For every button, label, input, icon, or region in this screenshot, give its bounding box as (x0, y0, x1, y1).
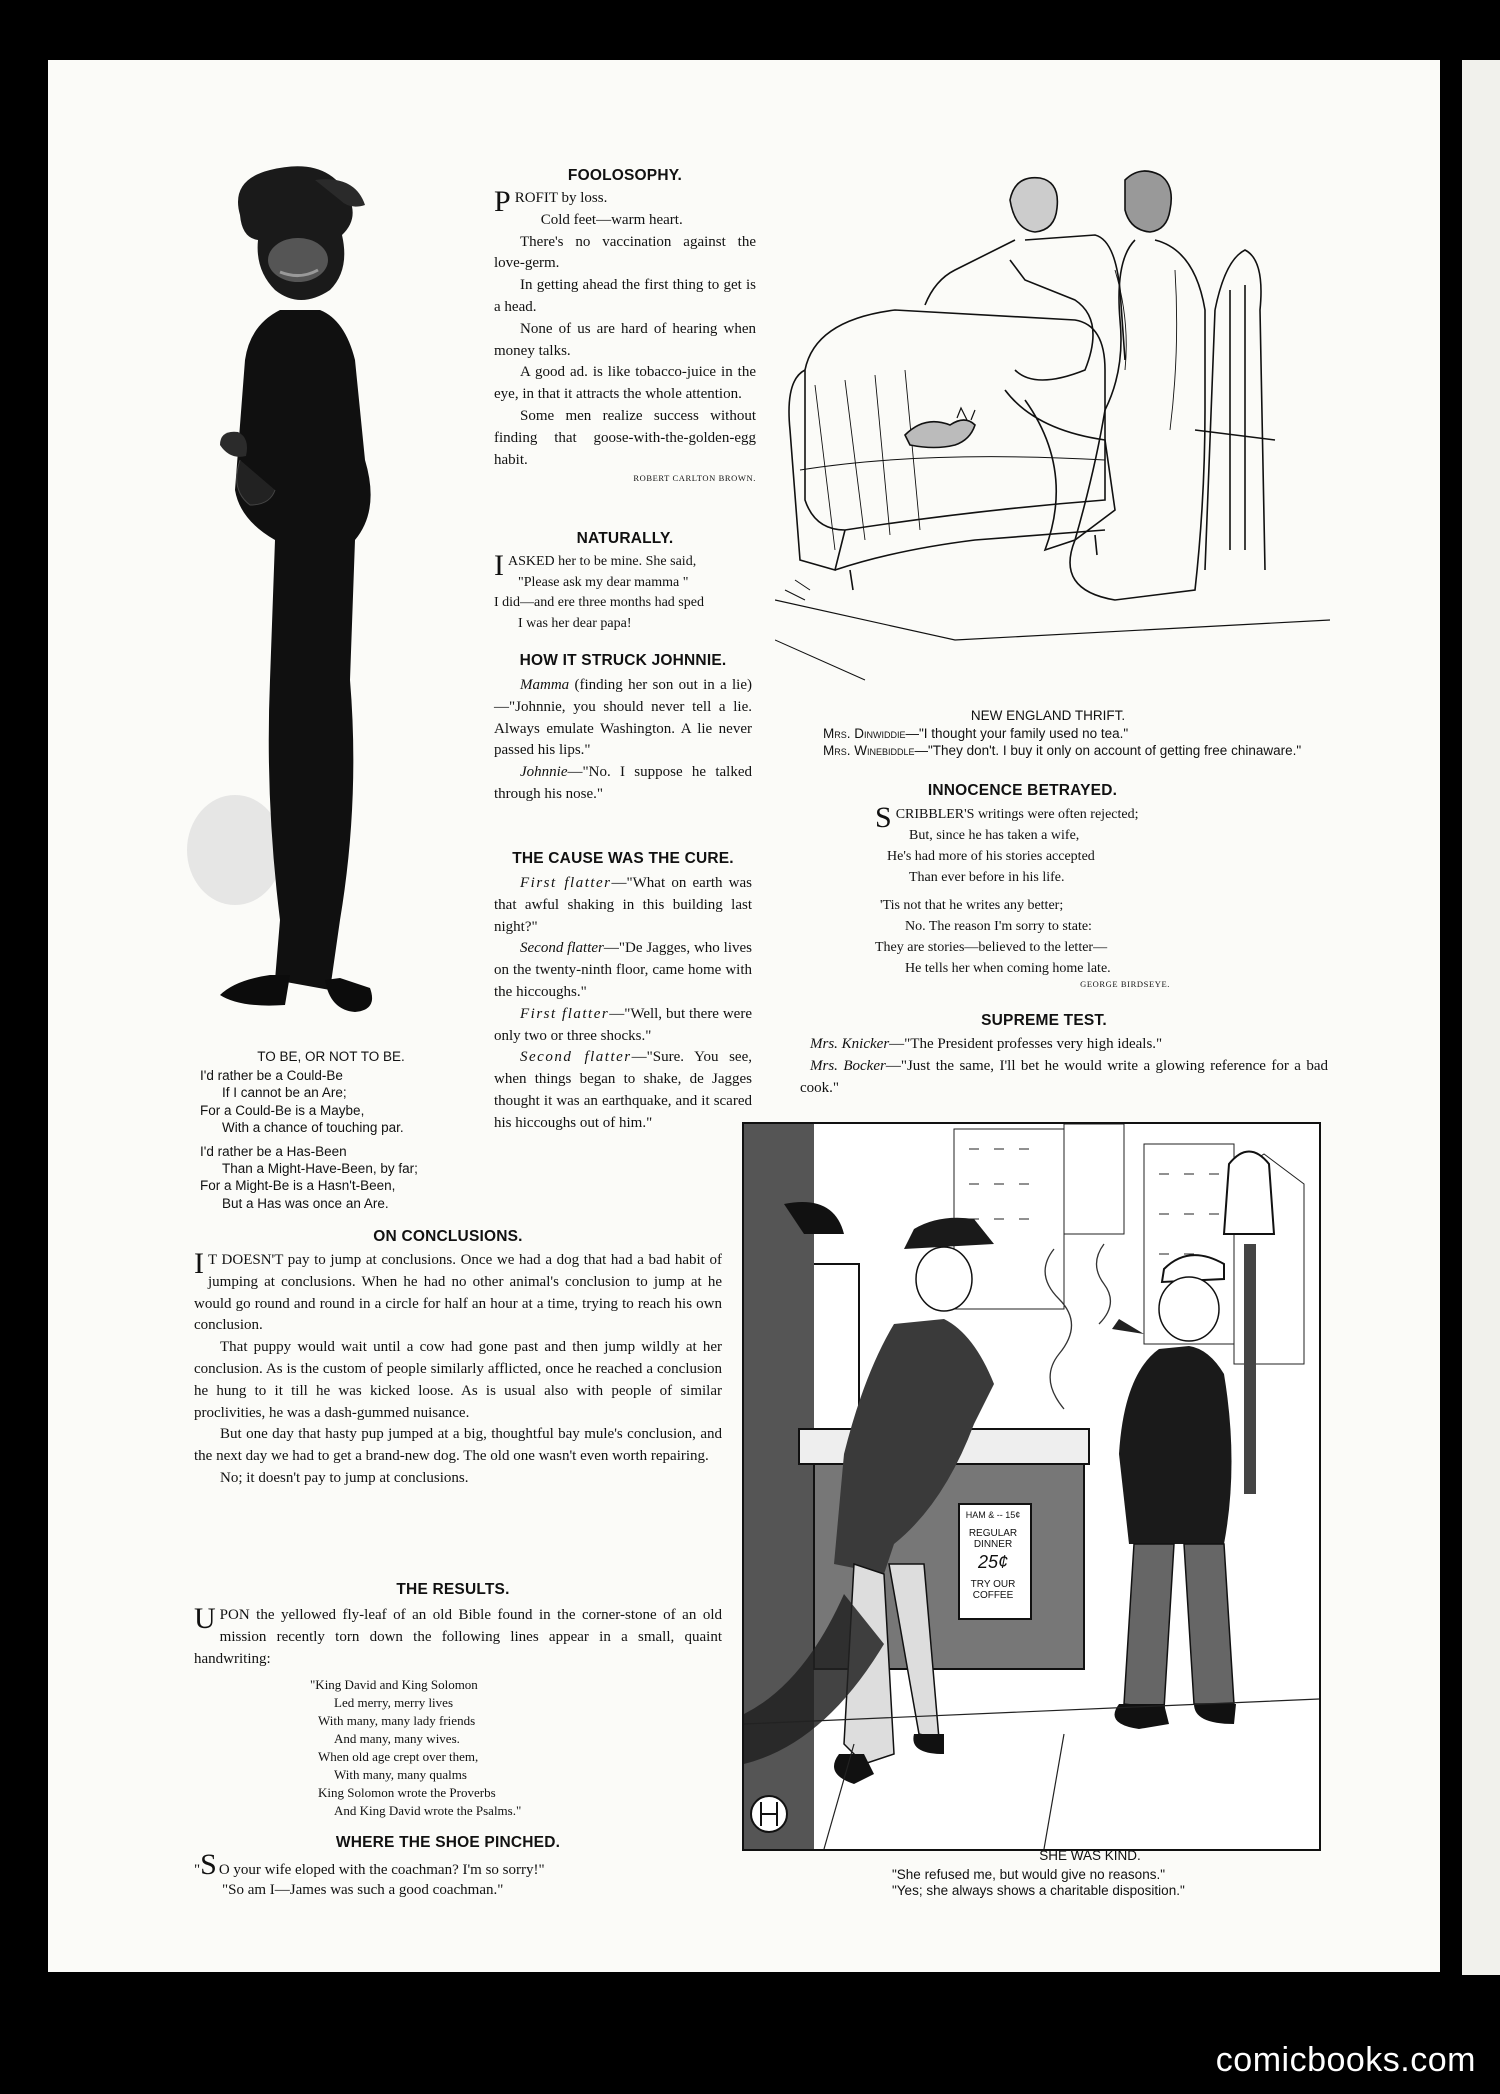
foolosophy-paragraph-1: Cold feet—warm heart. (540, 211, 683, 228)
new-england-thrift-illustration (775, 170, 1330, 700)
foolosophy-title: FOOLOSOPHY. (567, 167, 683, 184)
next-page-edge (1462, 60, 1500, 1975)
naturally-section (494, 530, 756, 634)
conclusions-paragraph-4: No; it doesn't pay to jump at conclusions. (220, 1469, 469, 1486)
cause-paragraph-2: —"De Jagges, who lives on the twenty-ninth floor, came home with the hiccoughs." (494, 940, 752, 1000)
innocence-title: INNOCENCE BETRAYED. (927, 782, 1118, 799)
innocence-line-2: But, since he has taken a wife, (909, 828, 1080, 843)
innocence-signature: GEORGE BIRDSEYE. (1080, 979, 1170, 989)
to-be-line-4: With a chance of touching par. (222, 1119, 404, 1135)
conclusions-section (194, 1228, 722, 1490)
conclusions-title: ON CONCLUSIONS. (373, 1228, 523, 1245)
sign-line-2: REGULAR (968, 1528, 1018, 1539)
naturally-line-3: I did—and ere three months had sped (494, 595, 704, 610)
figure-to-be-illustration (180, 160, 470, 1040)
results-section (194, 1581, 722, 1820)
supreme-title: SUPREME TEST. (981, 1012, 1107, 1029)
cause-speaker-4: Second flatter (520, 1049, 632, 1066)
thrift-speaker-1: Mrs. Dinwiddie (823, 725, 906, 741)
foolosophy-paragraph-5: A good ad. is like tobacco-juice in the eye, in that it attracts the whole attention. (494, 364, 756, 403)
innocence-line-3: He's had more of his stories accepted (887, 849, 1095, 864)
foolosophy-signature: ROBERT CARLTON BROWN. (633, 473, 756, 484)
to-be-title: TO BE, OR NOT TO BE. (257, 1049, 405, 1064)
thrift-speaker-2: Mrs. Winebiddle (823, 743, 915, 758)
to-be-caption (200, 1048, 462, 1212)
results-verse-1: "King David and King Solomon (310, 1677, 478, 1693)
cause-speaker-2: Second flatter (520, 940, 604, 957)
conclusions-dropcap: I (194, 1247, 204, 1280)
supreme-line-1: —"The President professes very high ideals." (889, 1036, 1163, 1052)
kind-title: SHE WAS KIND. (1039, 1848, 1141, 1863)
cause-speaker-3: First flatter (520, 1005, 610, 1022)
supreme-line-2: —"Just the same, I'll bet he would write a glowing reference for a bad cook." (800, 1057, 1328, 1096)
cause-paragraph-3: —"Well, but there were only two or three shocks." (494, 1005, 752, 1044)
foolosophy-paragraph-4: None of us are hard of hearing when money talks. (494, 320, 756, 359)
results-dropcap: U (194, 1602, 216, 1635)
johnnie-speaker-johnnie: Johnnie (520, 764, 568, 781)
cause-paragraph-1: —"What on earth was that awful shaking in this building last night?" (494, 875, 752, 935)
thrift-line-2: —"They don't. I buy it only on account of getting free chinaware." (914, 743, 1302, 758)
shoe-line-1: O your wife eloped with the coachman? I'm so sorry!" (218, 1862, 545, 1878)
new-england-thrift-caption (823, 707, 1333, 760)
results-verse-6: With many, many qualms (334, 1767, 467, 1783)
innocence-line-6: No. The reason I'm sorry to state: (905, 919, 1092, 934)
she-was-kind-caption (880, 1848, 1300, 1900)
results-verse-4: And many, many wives. (334, 1731, 460, 1747)
johnnie-speaker-mamma: Mamma (520, 677, 570, 693)
supreme-speaker-2: Mrs. Bocker (810, 1057, 886, 1074)
to-be-line-3: For a Could-Be is a Maybe, (200, 1102, 365, 1118)
sign-line-6: COFFEE (972, 1590, 1014, 1601)
she-was-kind-illustration (742, 1122, 1321, 1851)
thrift-line-1: —"I thought your family used no tea." (905, 725, 1129, 741)
to-be-line-5: I'd rather be a Has-Been (200, 1144, 347, 1160)
sign-line-3: DINNER (973, 1539, 1013, 1550)
foolosophy-section (494, 167, 756, 483)
supreme-section (800, 1012, 1328, 1099)
thrift-title: NEW ENGLAND THRIFT. (970, 708, 1126, 723)
conclusions-paragraph-3: But one day that hasty pup jumped at a big, thoughtful bay mule's conclusion, and the next day we had to get a brand-new dog. The old one wasn't even worth repairing. (194, 1426, 722, 1465)
johnnie-section (494, 652, 752, 806)
foolosophy-first-line: ROFIT by loss. (514, 190, 608, 206)
watermark-text: comicbooks.com (1215, 2041, 1476, 2079)
kind-line-1: "She refused me, but would give no reasons." (892, 1866, 1165, 1882)
naturally-line-2: "Please ask my dear mamma " (518, 574, 689, 590)
to-be-line-1: I'd rather be a Could-Be (200, 1068, 343, 1084)
results-title: THE RESULTS. (396, 1581, 510, 1598)
foolosophy-paragraph-6: Some men realize success without finding that goose-with-the-golden-egg habit. (494, 407, 756, 468)
innocence-section (875, 782, 1170, 989)
johnnie-paragraph-2: —"No. I suppose he talked through his nose." (494, 764, 752, 802)
conclusions-paragraph-2: That puppy would wait until a cow had gone past and then jump wildly at her conclusion. As is the custom of people similarly afflicted, once he reached a conclusion he hung to it till he was kicked loose. As is usual also with people of similar proclivities, he was a dash-gummed nuisance. (194, 1339, 722, 1421)
naturally-line-1: ASKED her to be mine. She said, (508, 554, 697, 569)
innocence-line-4: Than ever before in his life. (909, 870, 1065, 885)
sign-line-1: HAM & -- 15¢ (965, 1510, 1021, 1520)
foolosophy-paragraph-2: There's no vaccination against the love-germ. (494, 233, 756, 272)
sign-line-4: 25¢ (977, 1552, 1009, 1572)
diner-sign-text (958, 1504, 1028, 1601)
innocence-line-7: They are stories—believed to the letter— (875, 940, 1108, 955)
innocence-dropcap: S (875, 801, 892, 834)
shoe-open-quote: " (194, 1862, 201, 1878)
shoe-dropcap: S (200, 1848, 217, 1881)
cause-paragraph-4: —"Sure. You see, when things began to shake, de Jagges thought it was an earthquake, and it scared his hiccoughs out of him." (494, 1049, 752, 1131)
results-verse-3: With many, many lady friends (318, 1713, 476, 1729)
cause-section (494, 850, 752, 1135)
johnnie-title: HOW IT STRUCK JOHNNIE. (519, 652, 727, 669)
results-verse-2: Led merry, merry lives (334, 1695, 453, 1711)
shoe-title: WHERE THE SHOE PINCHED. (335, 1834, 561, 1851)
naturally-dropcap: I (494, 549, 504, 582)
naturally-line-4: I was her dear papa! (518, 615, 632, 631)
shoe-section (194, 1834, 722, 1900)
to-be-line-2: If I cannot be an Are; (222, 1085, 347, 1101)
innocence-line-8: He tells her when coming home late. (905, 961, 1111, 976)
results-intro: PON the yellowed fly-leaf of an old Bible found in the corner-stone of an old mission recently torn down the following lines appear in a small, quaint handwriting: (194, 1607, 722, 1667)
to-be-line-7: For a Might-Be is a Hasn't-Been, (200, 1178, 396, 1194)
results-verse-7: King Solomon wrote the Proverbs (318, 1785, 496, 1801)
kind-line-2: "Yes; she always shows a charitable disposition." (892, 1883, 1185, 1898)
foolosophy-paragraph-3: In getting ahead the first thing to get is a head. (494, 277, 756, 315)
foolosophy-dropcap: P (494, 185, 511, 218)
cause-title: THE CAUSE WAS THE CURE. (512, 850, 734, 867)
supreme-speaker-1: Mrs. Knicker (810, 1036, 890, 1052)
to-be-line-6: Than a Might-Have-Been, by far; (222, 1161, 418, 1177)
naturally-title: NATURALLY. (576, 530, 674, 547)
results-verse-5: When old age crept over them, (318, 1749, 479, 1765)
sign-line-5: TRY OUR (970, 1579, 1016, 1590)
to-be-line-8: But a Has was once an Are. (222, 1195, 389, 1211)
conclusions-paragraph-1: T DOESN'T pay to jump at conclusions. Once we had a dog that had a bad habit of jumping at conclusions. When he had no other animal's conclusion to jump at he would go round and round in a circle for half an hour at a time, trying to reach his own conclusion. (194, 1252, 722, 1334)
results-verse-8: And King David wrote the Psalms." (334, 1803, 522, 1819)
innocence-line-5: 'Tis not that he writes any better; (880, 898, 1064, 913)
cause-speaker-1: First flatter (520, 875, 612, 891)
innocence-line-1: CRIBBLER'S writings were often rejected; (895, 807, 1139, 822)
shoe-line-2: "So am I—James was such a good coachman." (222, 1882, 504, 1898)
johnnie-paragraph-1: (finding her son out in a lie)—"Johnnie, you should never tell a lie. Always emulate Washington. A lie never passed his lips." (494, 677, 752, 759)
